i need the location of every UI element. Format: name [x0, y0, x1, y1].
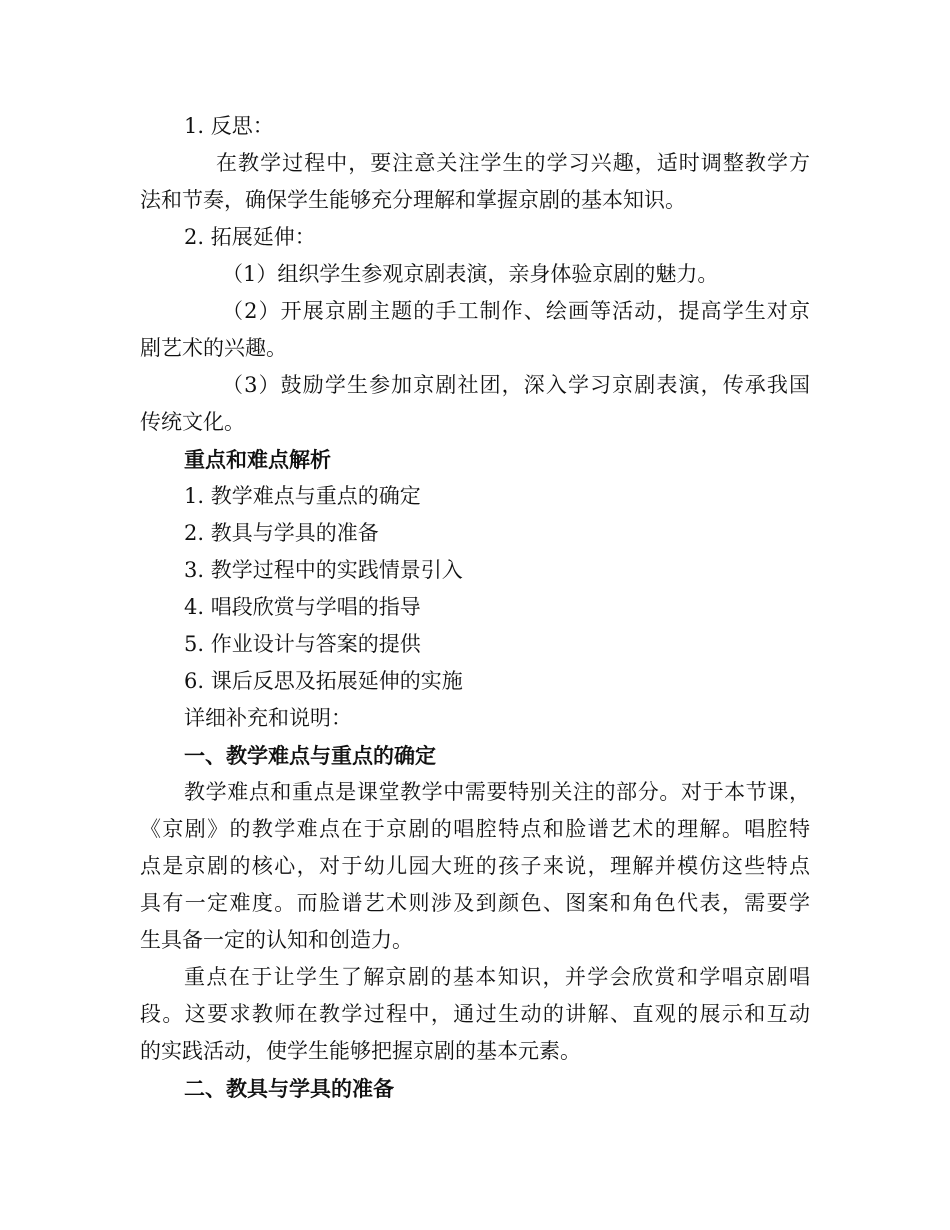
text-line: 2. 拓展延伸： [184, 225, 316, 249]
text-line: （2）开展京剧主题的手工制作、绘画等活动，提高学生对京 [222, 299, 810, 323]
text-line: 6. 课后反思及拓展延伸的实施 [184, 669, 463, 693]
text-line: 点是京剧的核心，对于幼儿园大班的孩子来说，理解并模仿这些特点 [140, 854, 810, 878]
text-line: 3. 教学过程中的实践情景引入 [184, 558, 463, 582]
text-line: 的实践活动，使学生能够把握京剧的基本元素。 [140, 1039, 581, 1063]
text-line: 重点在于让学生了解京剧的基本知识，并学会欣赏和学唱京剧唱 [184, 965, 810, 989]
text-line: （1）组织学生参观京剧表演，亲身体验京剧的魅力。 [222, 262, 719, 286]
section-heading: 重点和难点解析 [184, 447, 331, 472]
section-heading: 一、教学难点与重点的确定 [184, 743, 436, 768]
text-line: 教学难点和重点是课堂教学中需要特别关注的部分。对于本节课， [184, 780, 810, 804]
text-line: 传统文化。 [140, 410, 245, 434]
text-line: 4. 唱段欣赏与学唱的指导 [184, 595, 421, 619]
text-line: 1. 反思： [184, 114, 274, 138]
text-line: 在教学过程中，要注意关注学生的学习兴趣，适时调整教学方 [216, 151, 810, 175]
section-heading: 二、教具与学具的准备 [184, 1076, 394, 1101]
text-line: 具有一定难度。而脸谱艺术则涉及到颜色、图案和角色代表，需要学 [140, 891, 810, 915]
text-line: 剧艺术的兴趣。 [140, 336, 287, 360]
text-line: 2. 教具与学具的准备 [184, 521, 379, 545]
text-line: 法和节奏，确保学生能够充分理解和掌握京剧的基本知识。 [140, 188, 686, 212]
text-line: （3）鼓励学生参加京剧社团，深入学习京剧表演，传承我国 [222, 373, 810, 397]
text-line: 详细补充和说明： [184, 706, 352, 730]
text-line: 段。这要求教师在教学过程中，通过生动的讲解、直观的展示和互动 [140, 1002, 810, 1026]
text-line: 《京剧》的教学难点在于京剧的唱腔特点和脸谱艺术的理解。唱腔特 [140, 817, 810, 841]
text-line: 5. 作业设计与答案的提供 [184, 632, 421, 656]
text-line: 生具备一定的认知和创造力。 [140, 928, 413, 952]
text-line: 1. 教学难点与重点的确定 [184, 484, 421, 508]
